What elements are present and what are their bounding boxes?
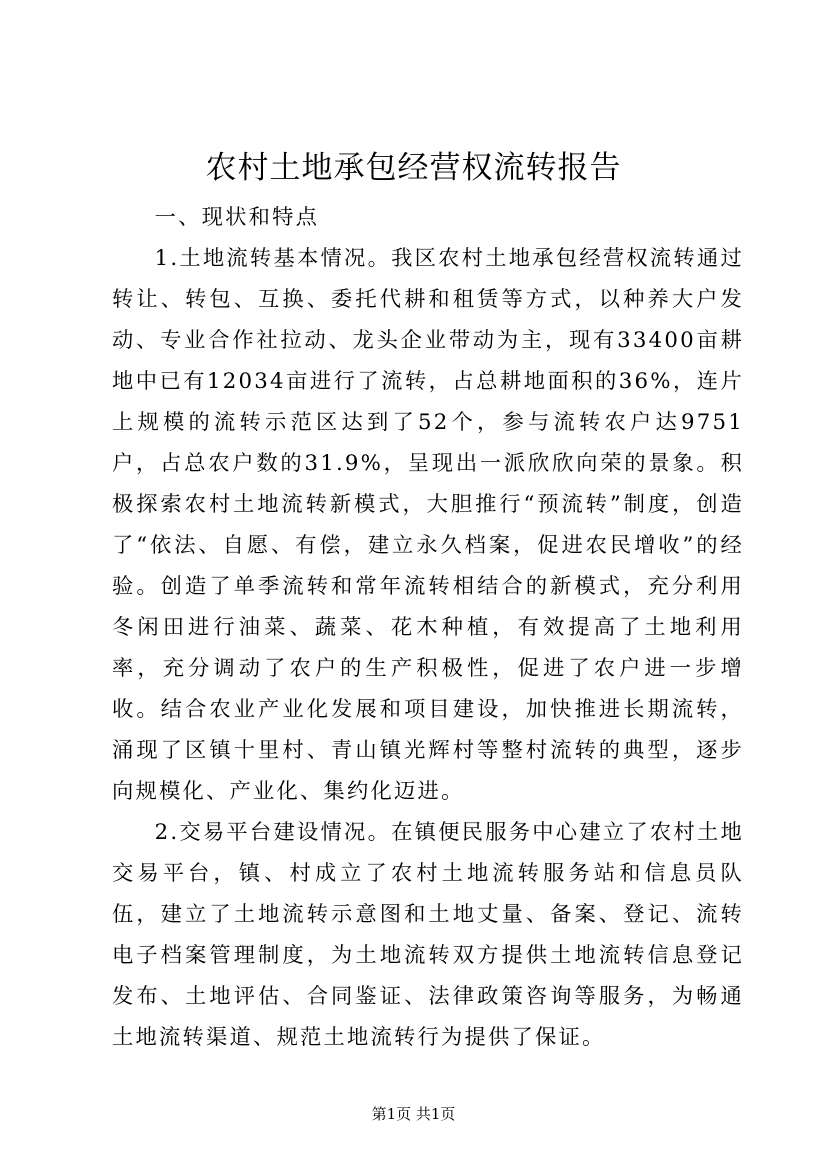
section-heading: 一、现状和特点 — [154, 205, 320, 230]
document-body — [112, 197, 744, 1058]
page-footer: 第1页 共1页 — [371, 1105, 456, 1123]
document-title: 农村土地承包经营权流转报告 — [205, 150, 622, 186]
paragraph-trading-platform: 2.交易平台建设情况。在镇便民服务中心建立了农村土地交易平台，镇、村成立了农村土地流转服务站和信息员队伍，建立了土地流转示意图和土地丈量、备案、登记、流转电子档案管理制度，为土地流转双方提供土地流转信息登记发布、土地评估、合同鉴证、法律政策咨询等服务，为畅通土地流转渠道、规范土地流转行为提供了保证。 — [112, 820, 744, 1050]
paragraph-land-transfer: 1.土地流转基本情况。我区农村土地承包经营权流转通过转让、转包、互换、委托代耕和租赁等方式，以种养大户发动、专业合作社拉动、龙头企业带动为主，现有33400亩耕地中已有12034亩进行了流转，占总耕地面积的36%，连片上规模的流转示范区达到了52个，参与流转农户达9751户，占总农户数的31.9%，呈现出一派欣欣向荣的景象。积极探索农村土地流转新模式，大胆推行“预流转”制度，创造了“依法、自愿、有偿，建立永久档案，促进农民增收”的经验。创造了单季流转和常年流转相结合的新模式，充分利用冬闲田进行油菜、蔬菜、花木种植，有效提高了土地利用率，充分调动了农户的生产积极性，促进了农户进一步增收。结合农业产业化发展和项目建设，加快推进长期流转，涌现了区镇十里村、青山镇光辉村等整村流转的典型，逐步向规模化、产业化、集约化迈进。 — [112, 246, 744, 804]
